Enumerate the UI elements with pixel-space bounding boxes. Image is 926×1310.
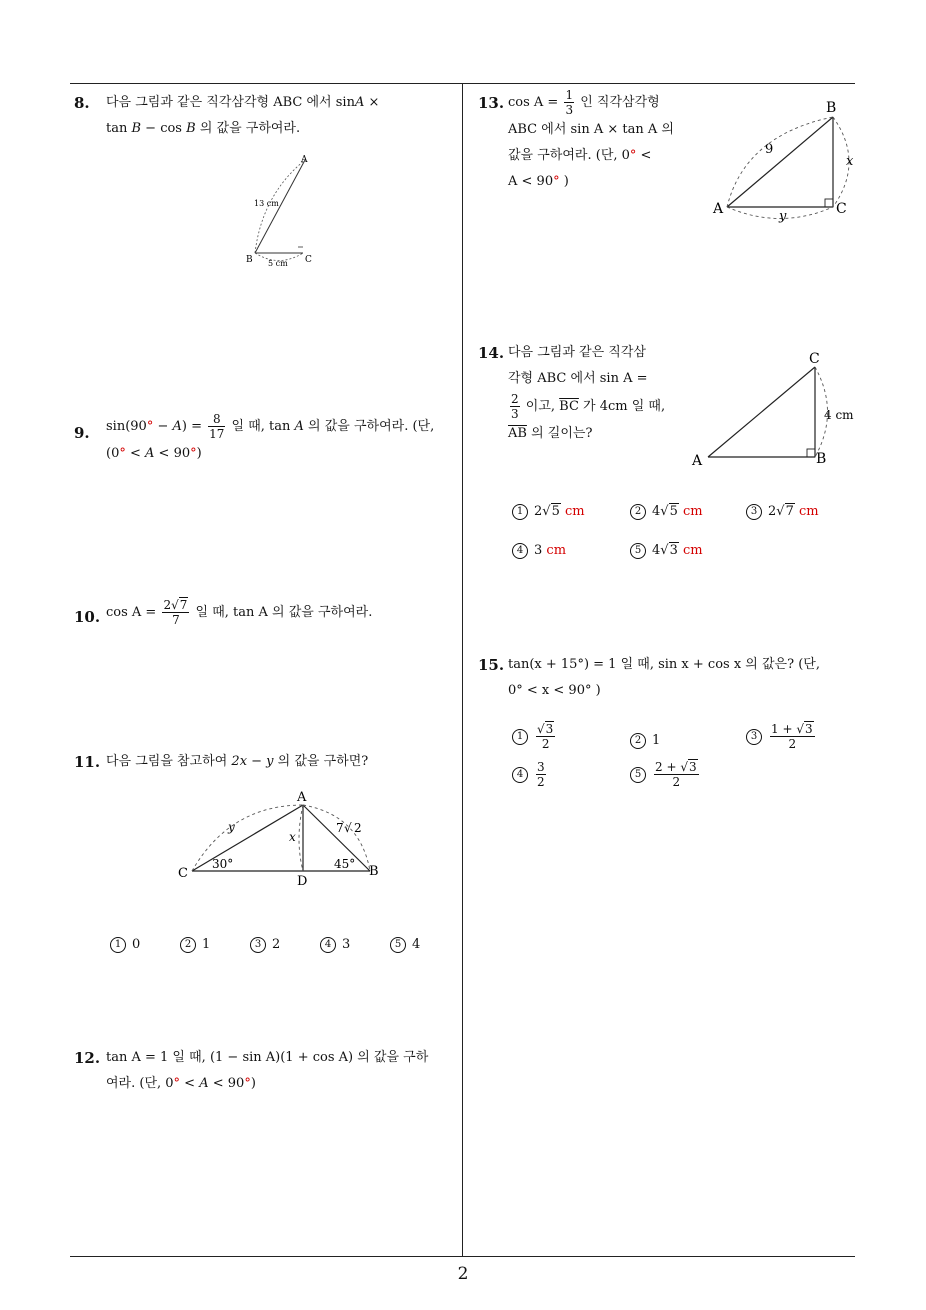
q13-line4a: A < 90 [508, 174, 554, 189]
q13-figure [705, 95, 865, 225]
q11-option-2[interactable] [180, 935, 210, 955]
q10-frac-num [162, 598, 189, 613]
q13-line2: ABC 에서 sin A × tan A 의 [508, 122, 674, 137]
q14-line3b: 가 4cm 일 때, [578, 399, 666, 414]
q9-cond-var: A [145, 446, 155, 461]
q15-option-1-den: 2 [541, 737, 550, 751]
q11-option-2-value: 1 [202, 937, 211, 952]
q15-option-3-den: 2 [788, 737, 797, 751]
q14-option-3-coef: 2 [768, 504, 777, 519]
q14-frac-num: 2 [511, 392, 519, 406]
q11-label-b: B [369, 864, 379, 879]
q11-option-1-value: 0 [132, 937, 141, 952]
q15-option-3[interactable] [746, 722, 817, 751]
q11-option-3-value: 2 [272, 937, 281, 952]
q13-line3a: 값을 구하여라. (단, 0 [508, 148, 630, 163]
q15-option-2-value: 1 [652, 733, 661, 748]
column-divider [462, 84, 463, 1256]
q15-option-1-num [536, 722, 555, 737]
q9-fraction [208, 412, 225, 441]
q15-number: 15. [478, 656, 505, 674]
q14-option-3-unit: cm [799, 504, 819, 519]
q10-number: 10. [74, 608, 101, 626]
q14-line4: 의 길이는? [526, 426, 593, 441]
q11-expr: 2x − y [231, 754, 274, 769]
q15-option-4-den: 2 [537, 775, 545, 789]
q11-text-a: 다음 그림을 참고하여 [106, 754, 232, 769]
q11-number: 11. [74, 753, 101, 771]
q9-post2: 의 값을 구하여라. (단, [303, 419, 435, 434]
q14-option-5-coef: 4 [652, 543, 661, 558]
q8-text [106, 90, 456, 142]
q8-var-b1: B [131, 121, 142, 136]
q9-var-a: A [172, 419, 182, 434]
q13-label-hyp: 9 [765, 142, 774, 157]
q8-line1b: × [364, 95, 380, 110]
q14-option-2-sqrt: √5 [660, 504, 678, 519]
q14-option-3-rad: 7 [785, 504, 794, 519]
q15-option-5-rad: 3 [688, 760, 697, 774]
q15-option-4-frac [536, 760, 546, 789]
q11-option-1[interactable] [110, 935, 140, 955]
bottom-rule [70, 1256, 855, 1257]
q10-sqrt: √7 [171, 598, 188, 612]
q14-ab: $\overline{AB}$ [508, 426, 527, 441]
q15-option-5-den: 2 [672, 775, 681, 789]
q14-option-5[interactable] [630, 541, 703, 561]
page-number: 2 [457, 1264, 469, 1284]
q15-option-3-mark: 3 [746, 729, 762, 745]
q11-option-3-mark: 3 [250, 937, 266, 953]
q15-option-5-num [654, 760, 699, 775]
q10-num-coef: 2 [163, 598, 172, 612]
q11-option-4-mark: 4 [320, 937, 336, 953]
q13-number: 13. [478, 94, 505, 112]
q14-line2: 각형 ABC 에서 sin A = [508, 371, 648, 386]
q9-cond-d: ) [196, 446, 202, 461]
q8-label-base: 5 cm [268, 259, 288, 268]
q11-option-1-mark: 1 [110, 937, 126, 953]
q8-var-b2: B [186, 121, 196, 136]
q14-label-a: A [692, 453, 703, 469]
q14-option-1-unit: cm [565, 504, 585, 519]
q14-option-5-unit: cm [683, 543, 703, 558]
q12-text [106, 1045, 458, 1097]
q14-option-5-sqrt: √3 [660, 543, 678, 558]
q8-line2a: tan [106, 121, 132, 136]
q14-option-1-mark: 1 [512, 504, 528, 520]
q8-line1a: 다음 그림과 같은 직각삼각형 ABC 에서 sin [106, 95, 355, 110]
q9-cond-c: < 90 [154, 446, 191, 461]
q12-deg1: ° [173, 1076, 181, 1091]
q15-text [508, 652, 858, 704]
q13-post: 인 직각삼각형 [576, 95, 660, 110]
q13-deg1: ° [629, 148, 637, 163]
q8-label-hyp: 13 cm [254, 199, 279, 208]
q9-cond-b: < [125, 446, 146, 461]
q14-line3a: 이고, [521, 399, 560, 414]
q14-label-c: C [809, 351, 820, 367]
q11-option-5[interactable] [390, 935, 420, 955]
q14-label-side: 4 cm [824, 408, 854, 422]
q8-label-b: B [246, 255, 253, 265]
q11-option-5-mark: 5 [390, 937, 406, 953]
q13-deg2: ° [553, 174, 560, 189]
q14-figure [690, 345, 865, 470]
q13-text [508, 88, 698, 195]
q10-fraction [162, 598, 189, 627]
q11-option-2-mark: 2 [180, 937, 196, 953]
q9-cond-deg2: ° [190, 446, 197, 461]
q14-option-1[interactable] [512, 502, 585, 522]
q12-line2d: ) [250, 1076, 256, 1091]
q14-fraction [510, 392, 520, 421]
q11-option-3[interactable] [250, 935, 280, 955]
q11-label-ab-root: √ [344, 821, 352, 835]
q12-line2a: 여라. (단, 0 [106, 1076, 174, 1091]
q13-frac-num: 1 [565, 88, 574, 102]
q9-cond-a: (0 [106, 446, 120, 461]
q13-fraction [564, 88, 574, 117]
q8-figure [240, 150, 330, 270]
q15-option-3-pre: 1 + [771, 722, 797, 736]
q11-option-4-value: 3 [342, 937, 351, 952]
q11-figure [170, 785, 390, 890]
q13-frac-den: 3 [565, 103, 574, 117]
q15-option-2-mark: 2 [630, 733, 646, 749]
q10-num-rad: 7 [179, 598, 188, 612]
q15-option-4-num: 3 [537, 760, 545, 774]
q12-var-a: A [199, 1076, 209, 1091]
q15-line1: tan(x + 15°) = 1 일 때, sin x + cos x 의 값은? (단, [508, 657, 820, 672]
q14-option-2-mark: 2 [630, 504, 646, 520]
q11-option-4[interactable] [320, 935, 350, 955]
q15-option-3-rad: 3 [804, 722, 813, 736]
q13-line4b: ) [559, 174, 569, 189]
q15-option-2[interactable] [630, 731, 660, 751]
q8-label-a: A [301, 155, 308, 165]
q15-option-5-frac [654, 760, 699, 789]
q14-number: 14. [478, 344, 505, 362]
q14-option-1-sqrt: √5 [542, 504, 560, 519]
q8-number: 8. [74, 94, 90, 112]
q13-pre: cos A = [508, 95, 563, 110]
q13-line3b: < [636, 148, 652, 163]
q9-minus: − [153, 419, 173, 434]
q15-option-4-mark: 4 [512, 767, 528, 783]
q15-option-3-num [770, 722, 815, 737]
q8-label-c: C [305, 255, 312, 265]
q11-label-ab-coef: 7 [336, 821, 344, 835]
q13-label-x: x [846, 154, 854, 169]
q10-frac-den: 7 [172, 613, 180, 627]
q15-option-4[interactable] [512, 760, 548, 789]
q12-number: 12. [74, 1049, 101, 1067]
q11-label-a: A [297, 790, 307, 805]
q15-option-5-mark: 5 [630, 767, 646, 783]
q9-frac-num: 8 [208, 412, 225, 427]
q15-option-1-sqrt: √3 [537, 722, 554, 736]
q11-text-b: 의 값을 구하면? [273, 754, 369, 769]
q9-text [106, 412, 458, 467]
q11-label-y: y [228, 820, 235, 834]
q14-option-3-mark: 3 [746, 504, 762, 520]
q12-line2c: < 90 [208, 1076, 245, 1091]
q14-option-5-rad: 3 [669, 543, 678, 558]
q14-bc: $\overline{BC}$ [559, 399, 579, 414]
q15-option-1-rad: 3 [545, 722, 554, 736]
q14-label-b: B [816, 451, 827, 467]
q12-line2b: < [180, 1076, 200, 1091]
q10-post: 일 때, tan A 의 값을 구하여라. [191, 605, 373, 620]
q9-close: ) = [181, 419, 207, 434]
q14-text [508, 340, 688, 447]
q11-option-5-value: 4 [412, 937, 421, 952]
q15-line2: 0° < x < 90° ) [508, 683, 601, 698]
q15-option-5[interactable] [630, 760, 701, 789]
q13-label-b: B [826, 100, 837, 116]
q11-label-ab-rad: 2 [354, 821, 362, 835]
q15-option-5-sqrt: √3 [680, 760, 697, 774]
q11-label-d: D [297, 874, 308, 889]
q14-option-3-sqrt: √7 [776, 504, 794, 519]
q14-option-4-coef: 3 [534, 543, 543, 558]
q14-frac-den: 3 [511, 407, 519, 421]
q11-label-c: C [178, 866, 188, 881]
q12-deg2: ° [244, 1076, 251, 1091]
q14-option-4-mark: 4 [512, 543, 528, 559]
q14-line1: 다음 그림과 같은 직각삼 [508, 345, 646, 360]
q15-option-3-sqrt: √3 [796, 722, 813, 736]
q9-cond-deg1: ° [119, 446, 126, 461]
q9-post: 일 때, tan [227, 419, 295, 434]
q14-option-2[interactable] [630, 502, 703, 522]
q14-option-1-rad: 5 [551, 504, 560, 519]
q9-var-a2: A [294, 419, 304, 434]
q14-option-4-unit: cm [546, 543, 567, 558]
q14-option-2-coef: 4 [652, 504, 661, 519]
q8-line2b: − cos [141, 121, 187, 136]
q11-label-angle-c: 30° [212, 857, 234, 871]
q14-option-4[interactable] [512, 541, 566, 561]
q11-label-angle-b: 45° [334, 857, 356, 871]
q8-var-a: A [354, 95, 365, 110]
q11-text [106, 749, 456, 775]
q12-line1: tan A = 1 일 때, (1 − sin A)(1 + cos A) 의 값을 구하 [106, 1050, 429, 1065]
q9-pre: sin(90 [106, 419, 147, 434]
q14-option-5-mark: 5 [630, 543, 646, 559]
q9-number: 9. [74, 424, 90, 442]
q15-option-3-frac [770, 722, 815, 751]
q15-option-5-pre: 2 + [655, 760, 681, 774]
q9-frac-den: 17 [209, 427, 225, 441]
q14-option-1-coef: 2 [534, 504, 543, 519]
q15-option-1-mark: 1 [512, 729, 528, 745]
q14-option-2-rad: 5 [669, 504, 678, 519]
q13-label-y: y [779, 209, 787, 224]
q14-option-2-unit: cm [683, 504, 703, 519]
q10-text [106, 598, 456, 627]
q14-option-3[interactable] [746, 502, 819, 522]
q10-pre: cos A = [106, 605, 161, 620]
q11-label-x: x [289, 830, 296, 844]
q15-option-1-frac [536, 722, 555, 751]
q8-line2c: 의 값을 구하여라. [195, 121, 301, 136]
q9-deg: ° [146, 419, 154, 434]
q13-label-c: C [836, 201, 847, 217]
q15-option-1[interactable] [512, 722, 557, 751]
q13-label-a: A [713, 201, 724, 217]
